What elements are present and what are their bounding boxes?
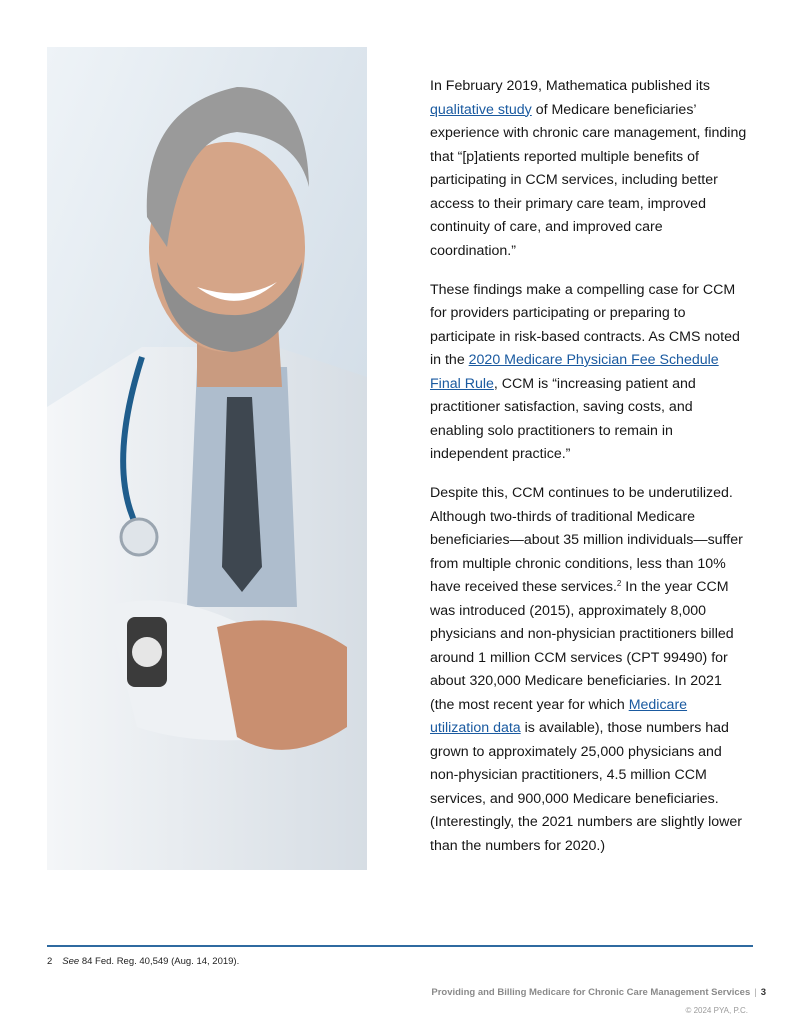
main-text-column xyxy=(430,75,750,874)
paragraph-text: of Medicare beneficiaries’ experience with chronic care management, finding that “[p]atients reported multiple benefits of participating in CCM services, including better access to their primary care team, improved continuity of care, and improved care coordination.” xyxy=(430,101,747,259)
footnote-text: 84 Fed. Reg. 40,549 (Aug. 14, 2019). xyxy=(79,956,240,967)
footnote xyxy=(47,956,239,967)
medicare-utilization-data-link[interactable]: Medicare utilization data xyxy=(430,696,688,736)
doctor-illustration xyxy=(47,47,367,870)
page-footer xyxy=(431,987,766,998)
paragraph-mathematica-study xyxy=(430,75,750,263)
fee-schedule-rule-link[interactable]: 2020 Medicare Physician Fee Schedule Final Rule xyxy=(430,352,719,392)
paragraph-compelling-case xyxy=(430,279,750,467)
paragraph-text: Despite this, CCM continues to be underutilized. Although two-thirds of traditional Medicare beneficiaries—about 35 million individuals—suffer from multiple chronic conditions, less than 10% have received these services. xyxy=(430,485,743,595)
footnote-divider xyxy=(47,945,753,947)
footnote-signal: See xyxy=(62,956,80,967)
footnote-number: 2 xyxy=(47,956,53,967)
paragraph-text: In February 2019, Mathematica published its xyxy=(430,78,710,94)
paragraph-text: , CCM is “increasing patient and practitioner satisfaction, saving costs, and enabling solo practitioners to remain in independent practice.” xyxy=(430,375,696,462)
doctor-photo xyxy=(47,47,367,870)
document-title: Providing and Billing Medicare for Chronic Care Management Services xyxy=(431,987,751,998)
paragraph-underutilized xyxy=(430,482,750,858)
page-number: 3 xyxy=(760,987,766,998)
qualitative-study-link[interactable]: qualitative study xyxy=(430,101,532,118)
footnote-reference[interactable]: 2 xyxy=(616,579,622,588)
copyright: © 2024 PYA, P.C. xyxy=(685,1006,748,1015)
footer-separator: | xyxy=(754,987,757,998)
paragraph-text: These findings make a compelling case for CCM for providers participating or preparing to participate in risk-based contracts. As CMS noted in the xyxy=(430,281,740,368)
paragraph-text: is available), those numbers had grown to approximately 25,000 physicians and non-physician practitioners, 4.5 million CCM services, and 900,000 Medicare beneficiaries. (Interestingly, the 2021 numbers are slightly lower than the numbers for 2020.) xyxy=(430,720,743,854)
paragraph-text: In the year CCM was introduced (2015), approximately 8,000 physicians and non-physician practitioners billed around 1 million CCM services (CPT 99490) for about 320,000 Medicare beneficiaries. In 2021 (the most recent year for which xyxy=(430,579,734,713)
